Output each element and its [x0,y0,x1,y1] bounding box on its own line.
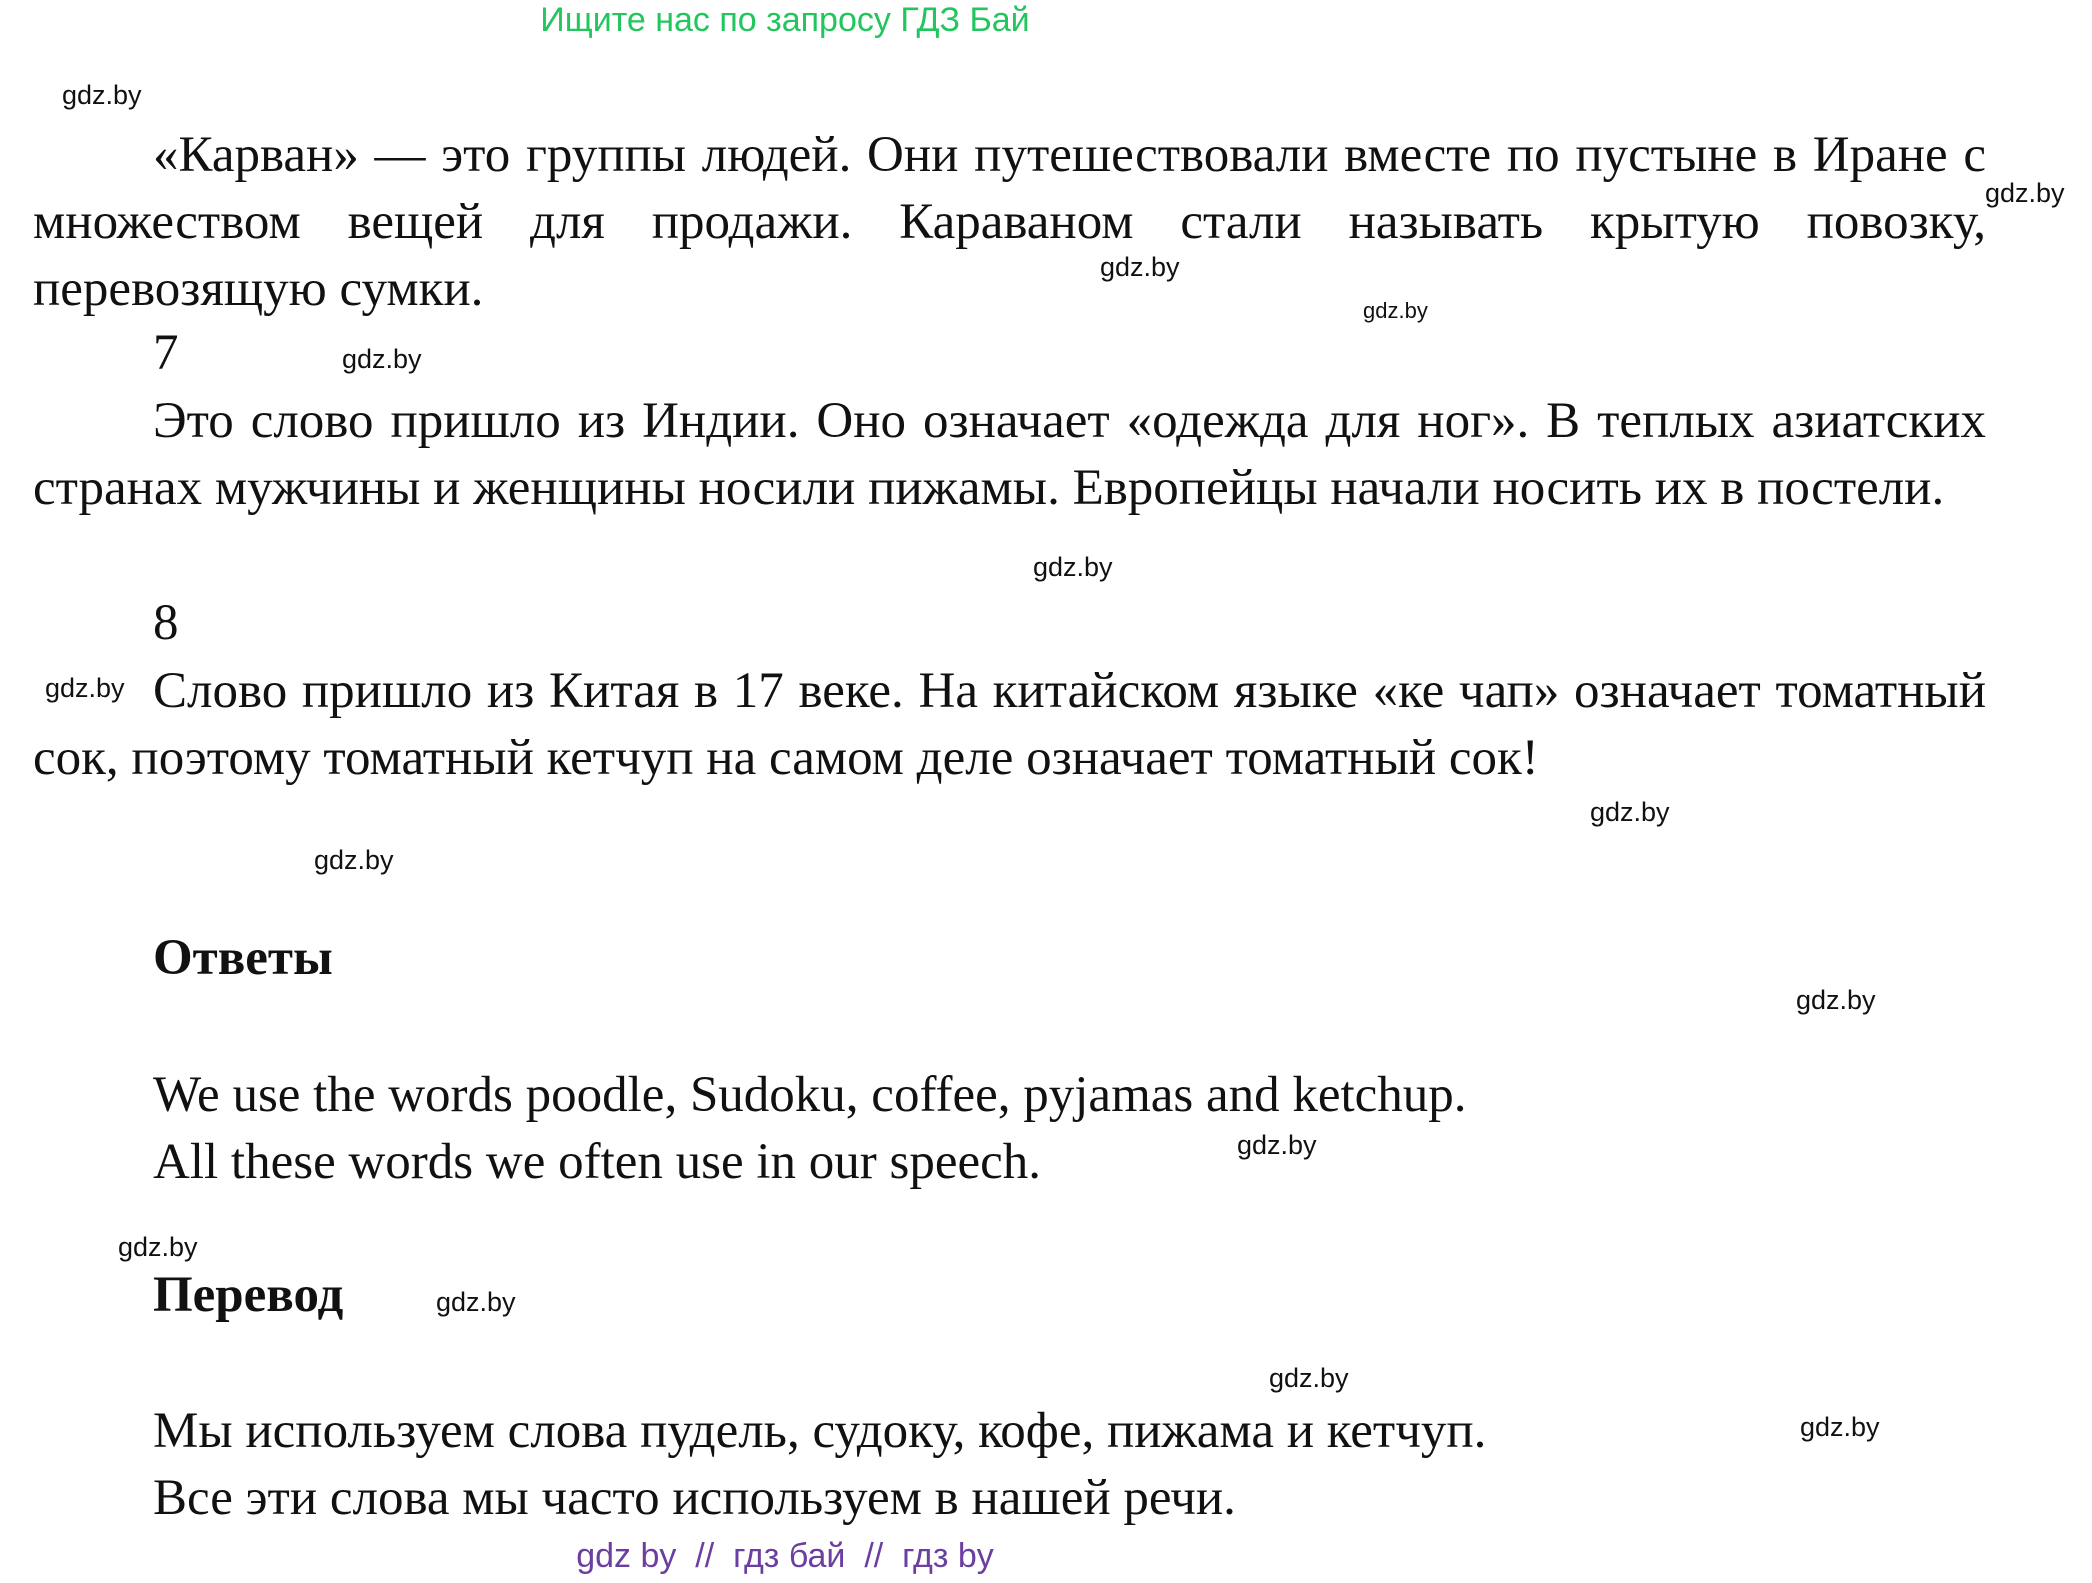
watermark: gdz.by [342,344,422,374]
answer-line-2: All these words we often use in our speech. [153,1134,1042,1190]
pyjamas-paragraph: Это слово пришло из Индии. Оно означает «одежда для ног». В теплых азиатских странах мужчины и женщины носили пижамы. Европейцы начали носить их в постели. [33,393,1986,516]
footer-links: gdz by // гдз бай // гдз by [576,1537,994,1575]
watermark: gdz.by [1237,1130,1317,1160]
watermark: gdz.by [1590,797,1670,827]
watermark: gdz.by [1363,298,1428,323]
watermark: gdz.by [314,845,394,875]
section-number-8: 8 [153,595,179,651]
watermark: gdz.by [1800,1412,1880,1442]
watermark: gdz.by [1796,985,1876,1015]
watermark: gdz.by [118,1232,198,1262]
watermark: gdz.by [1985,178,2065,208]
translation-heading: Перевод [153,1267,344,1323]
watermark: gdz.by [45,673,125,703]
translation-line-2: Все эти слова мы часто используем в нашей речи. [153,1470,1236,1526]
answers-heading: Ответы [153,930,333,986]
watermark: gdz.by [436,1287,516,1317]
watermark: gdz.by [1269,1363,1349,1393]
search-banner: Ищите нас по запросу ГДЗ Бай [540,1,1030,39]
answer-line-1: We use the words poodle, Sudoku, coffee, pyjamas and ketchup. [153,1067,1467,1123]
watermark: gdz.by [62,80,142,110]
watermark: gdz.by [1100,252,1180,282]
caravan-paragraph: «Карван» — это группы людей. Они путешествовали вместе по пустыне в Иране с множеством вещей для продажи. Караваном стали называть крытую повозку, перевозящую сумки. [33,127,1986,317]
translation-line-1: Мы используем слова пудель, судоку, кофе, пижама и кетчуп. [153,1403,1487,1459]
ketchup-paragraph: Слово пришло из Китая в 17 веке. На китайском языке «ке чап» означает томатный сок, поэтому томатный кетчуп на самом деле означает томатный сок! [33,663,1986,786]
section-number-7: 7 [153,325,179,381]
watermark: gdz.by [1033,552,1113,582]
